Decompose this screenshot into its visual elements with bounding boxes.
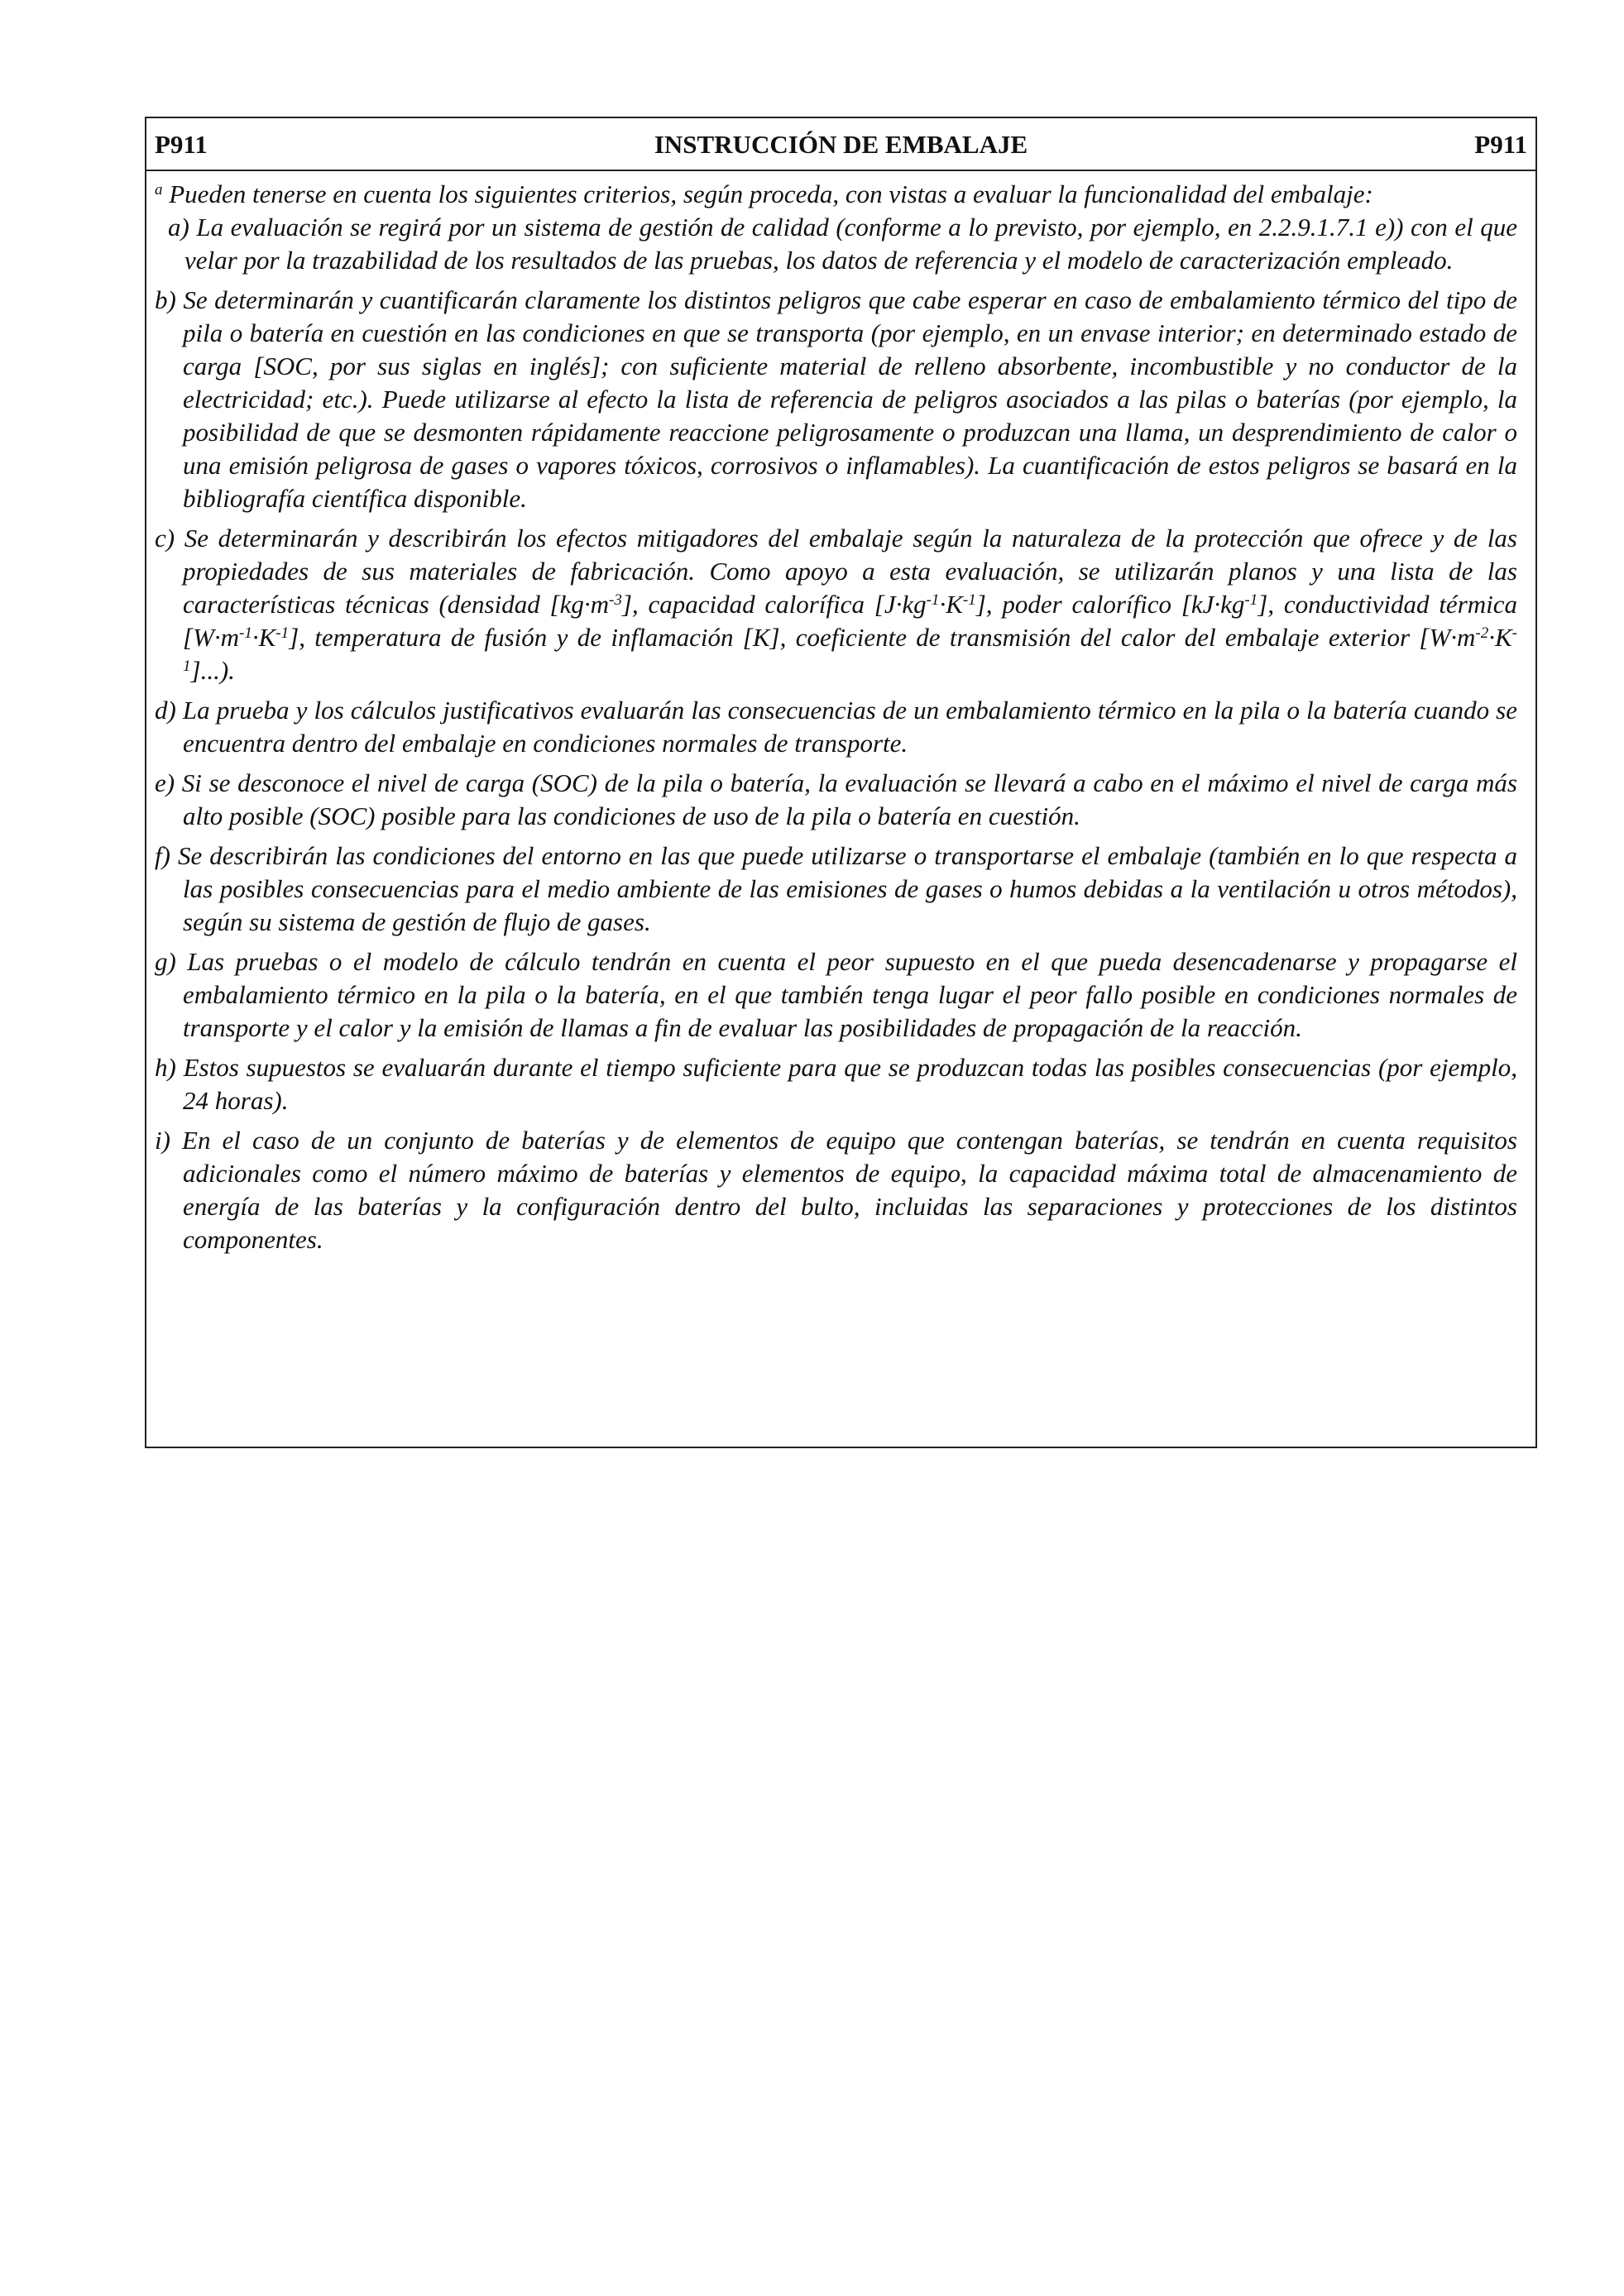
criterion-i: i) En el caso de un conjunto de baterías y de elementos de equipo que contengan baterías, se tendrán en cuenta requisitos adicionales como el número máximo de baterías y elementos de equipo, la capacidad máxima total de almacenamiento de energía de las baterías y la configuración dentro del bulto, incluidas las separaciones y protecciones de los distintos componentes. (155, 1126, 1517, 1254)
packing-instruction-box (145, 117, 1537, 1448)
criterion-g: g) Las pruebas o el modelo de cálculo tendrán en cuenta el peor supuesto en el que pueda desencadenarse y propagarse el embalamiento térmico en la pila o la batería, en el que también tenga lugar el peor fallo posible en condiciones normales de transporte y el calor y la emisión de llamas a fin de evaluar las posibilidades de propagación de la reacción. (155, 947, 1517, 1042)
instruction-title: INSTRUCCIÓN DE EMBALAJE (654, 130, 1028, 159)
superscript: -3 (609, 591, 622, 609)
footnote-intro-text: Pueden tenerse en cuenta los siguientes criterios, según proceda, con vistas a evaluar la funcionalidad del embalaje: (169, 179, 1373, 208)
instruction-code-right: P911 (1474, 130, 1527, 159)
criterion-c-text-5: ], conductividad térmica [W·m (183, 590, 1518, 652)
criterion-b: b) Se determinarán y cuantificarán claramente los distintos peligros que cabe esperar en caso de embalamiento térmico del tipo de pila o batería en cuestión en las condiciones en que se transporta (por ejemplo, en un envase interior; en determinado estado de carga [SOC, por sus siglas en inglés]; con suficiente material de relleno absorbente, incombustible y no conductor de la electricidad; etc.). Puede utilizarse al efecto la lista de referencia de peligros asociados a las pilas o baterías (por ejemplo, la posibilidad de que se desmonten rápidamente reaccione peligrosamente o produzcan una llama, un desprendimiento de calor o una emisión peligrosa de gases o vapores tóxicos, corrosivos o inflamables). La cuantificación de estos peligros se basará en la bibliografía científica disponible. (155, 285, 1517, 513)
superscript: -1 (926, 591, 940, 609)
instruction-code-left: P911 (155, 130, 208, 159)
footnote-marker: a (155, 181, 163, 199)
criterion-h: h) Estos supuestos se evaluarán durante el tiempo suficiente para que se produzcan todas las posibles consecuencias (por ejemplo, 24 horas). (155, 1053, 1517, 1115)
superscript: -2 (1475, 624, 1489, 642)
criterion-c-text-3: ·K (939, 590, 963, 619)
superscript: -1 (183, 624, 1517, 675)
superscript: -1 (1244, 591, 1258, 609)
instruction-header (146, 118, 1535, 171)
criterion-e: e) Si se desconoce el nivel de carga (SOC) de la pila o batería, la evaluación se llevará a cabo en el máximo el nivel de carga más alto posible (SOC) posible para las condiciones de uso de la pila o batería en cuestión. (155, 768, 1517, 830)
superscript: -1 (275, 624, 290, 642)
criterion-c-text-7: ], temperatura de fusión y de inflamación [K], coeficiente de transmisión del calor del embalaje exterior [W·m (289, 623, 1476, 652)
criterion-a: a) La evaluación se regirá por un sistema de gestión de calidad (conforme a lo previsto, por ejemplo, en 2.2.9.1.7.1 e)) con el que velar por la trazabilidad de los resultados de las pruebas, los datos de referencia y el modelo de caracterización empleado. (168, 213, 1517, 275)
criterion-f: f) Se describirán las condiciones del entorno en las que puede utilizarse o transportarse el embalaje (también en lo que respecta a las posibles consecuencias para el medio ambiente de las emisiones de gases o humos debidas a la ventilación u otros métodos), según su sistema de gestión de flujo de gases. (155, 841, 1517, 936)
criterion-c-text-8: ·K (1488, 623, 1512, 652)
superscript: -1 (962, 591, 976, 609)
criterion-c-text-1: c) Se determinarán y describirán los efectos mitigadores del embalaje según la naturaleza de la protección que ofrece y de las propiedades de sus materiales de fabricación. Como apoyo a esta evaluación, se utilizarán planos y una lista de las características técnicas (densidad [kg·m (155, 524, 1517, 619)
criterion-c-text-2: ], capacidad calorífica [J·kg (621, 590, 927, 619)
instruction-body (146, 171, 1535, 1256)
footnote-intro (155, 178, 1517, 211)
criterion-d: d) La prueba y los cálculos justificativos evaluarán las consecuencias de un embalamiento térmico en la pila o la batería cuando se encuentra dentro del embalaje en condiciones normales de transporte. (155, 696, 1517, 758)
criterion-c-text-6: ·K (252, 623, 276, 652)
superscript: -1 (239, 624, 252, 642)
criterion-c (155, 522, 1517, 687)
criterion-c-text-9: ]...). (190, 656, 235, 685)
criterion-c-text-4: ], poder calorífico [kJ·kg (975, 590, 1245, 619)
